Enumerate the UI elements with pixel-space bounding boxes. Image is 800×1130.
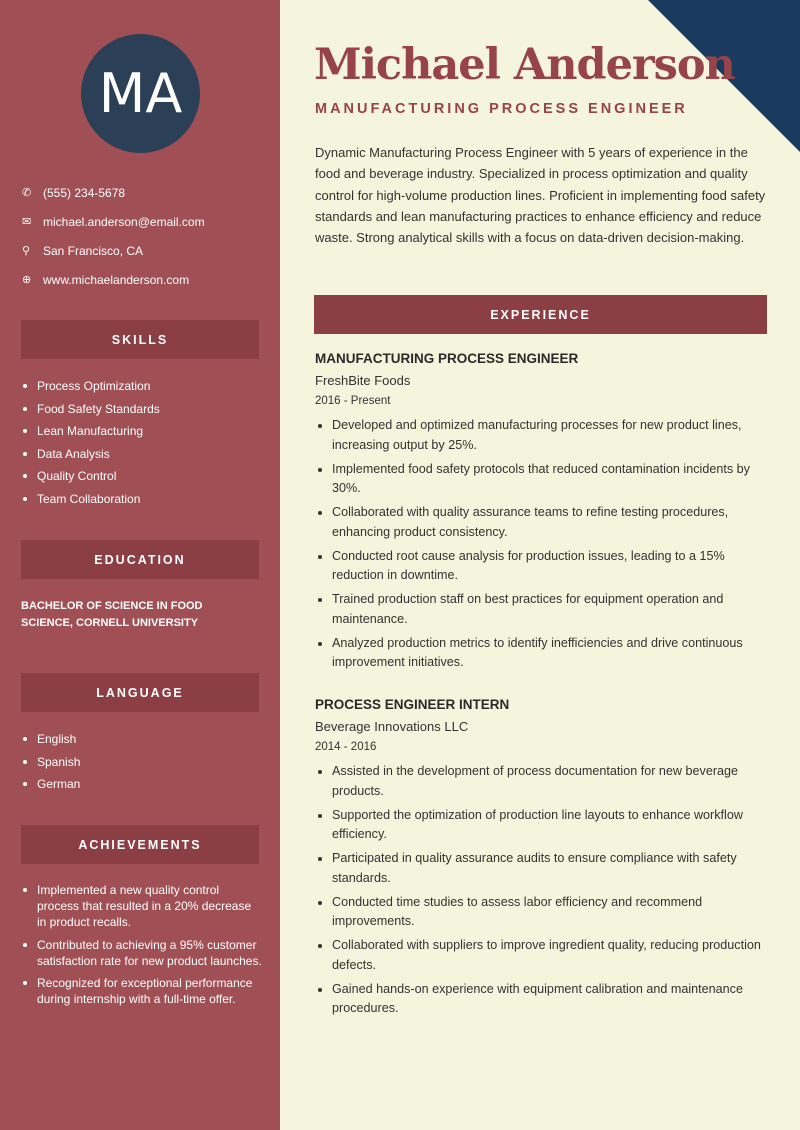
education-header: EDUCATION bbox=[21, 540, 259, 579]
email-text: michael.anderson@email.com bbox=[43, 214, 205, 229]
list-item: Supported the optimization of production line layouts to enhance workflow efficiency. bbox=[315, 806, 765, 845]
list-item: Team Collaboration bbox=[22, 491, 160, 507]
list-item: Lean Manufacturing bbox=[22, 423, 160, 439]
phone-text: (555) 234-5678 bbox=[43, 185, 126, 200]
job-title: MANUFACTURING PROCESS ENGINEER bbox=[315, 101, 688, 117]
contact-phone bbox=[22, 178, 205, 207]
job-bullets bbox=[315, 416, 765, 673]
contact-location bbox=[22, 236, 205, 265]
list-item: Implemented food safety protocols that reduced contamination incidents by 30%. bbox=[315, 460, 765, 499]
list-item: Collaborated with quality assurance teams to refine testing procedures, enhancing product consistency. bbox=[315, 503, 765, 542]
list-item: Analyzed production metrics to identify inefficiencies and drive continuous improvement initiatives. bbox=[315, 634, 765, 673]
list-item: Gained hands-on experience with equipment calibration and maintenance procedures. bbox=[315, 980, 765, 1019]
contact-website bbox=[22, 265, 205, 294]
candidate-name: Michael Anderson bbox=[314, 40, 735, 90]
sidebar bbox=[0, 0, 280, 1130]
skills-header: SKILLS bbox=[21, 320, 259, 359]
summary: Dynamic Manufacturing Process Engineer with 5 years of experience in the food and beverage industry. Specialized in process optimization and quality control for high-volume production lines. Proficient in implementing food safety standards and lean manufacturing practices to enhance efficiency and reduce waste. Strong analytical skills with a focus on data-driven decision-making. bbox=[315, 145, 766, 246]
list-item: Conducted root cause analysis for production issues, leading to a 15% reduction in downtime. bbox=[315, 547, 765, 586]
job-dates: 2014 - 2016 bbox=[315, 741, 377, 753]
list-item: Food Safety Standards bbox=[22, 401, 160, 417]
language-header: LANGUAGE bbox=[21, 673, 259, 712]
list-item: German bbox=[22, 776, 80, 792]
experience-header: EXPERIENCE bbox=[314, 295, 767, 334]
achievements-list bbox=[22, 882, 262, 1014]
list-item: English bbox=[22, 731, 80, 747]
phone-icon: ✆ bbox=[22, 187, 32, 199]
list-item: Process Optimization bbox=[22, 378, 160, 394]
job-entry bbox=[315, 697, 765, 1023]
list-item: Developed and optimized manufacturing processes for new product lines, increasing output by 25%. bbox=[315, 416, 765, 455]
language-list bbox=[22, 731, 80, 799]
list-item: Recognized for exceptional performance during internship with a full-time offer. bbox=[22, 975, 262, 1007]
education-degree: BACHELOR OF SCIENCE IN FOOD SCIENCE, CORNELL UNIVERSITY bbox=[21, 600, 203, 629]
job-entry-title: MANUFACTURING PROCESS ENGINEER bbox=[315, 351, 579, 366]
list-item: Contributed to achieving a 95% customer satisfaction rate for new product launches. bbox=[22, 937, 262, 969]
website-text: www.michaelanderson.com bbox=[43, 272, 190, 287]
contact-list bbox=[22, 178, 205, 294]
list-item: Spanish bbox=[22, 754, 80, 770]
list-item: Implemented a new quality control process that resulted in a 20% decrease in product recalls. bbox=[22, 882, 262, 930]
skills-list bbox=[22, 378, 160, 514]
contact-email bbox=[22, 207, 205, 236]
list-item: Trained production staff on best practices for equipment operation and maintenance. bbox=[315, 590, 765, 629]
list-item: Quality Control bbox=[22, 468, 160, 484]
achievements-header: ACHIEVEMENTS bbox=[21, 825, 259, 864]
list-item: Participated in quality assurance audits to ensure compliance with safety standards. bbox=[315, 849, 765, 888]
email-icon: ✉ bbox=[22, 216, 32, 228]
list-item: Conducted time studies to assess labor efficiency and recommend improvements. bbox=[315, 893, 765, 932]
location-icon: ⚲ bbox=[22, 245, 31, 257]
list-item: Assisted in the development of process documentation for new beverage products. bbox=[315, 762, 765, 801]
job-company: Beverage Innovations LLC bbox=[315, 719, 469, 734]
globe-icon: ⊕ bbox=[22, 274, 32, 286]
job-entry-title: PROCESS ENGINEER INTERN bbox=[315, 697, 510, 712]
job-bullets bbox=[315, 762, 765, 1019]
list-item: Collaborated with suppliers to improve ingredient quality, reducing production defects. bbox=[315, 936, 765, 975]
list-item: Data Analysis bbox=[22, 446, 160, 462]
avatar-initials: MA bbox=[98, 62, 183, 125]
job-entry bbox=[315, 351, 765, 677]
job-dates: 2016 - Present bbox=[315, 395, 391, 407]
job-company: FreshBite Foods bbox=[315, 373, 411, 388]
avatar bbox=[81, 34, 200, 153]
location-text: San Francisco, CA bbox=[43, 243, 144, 258]
